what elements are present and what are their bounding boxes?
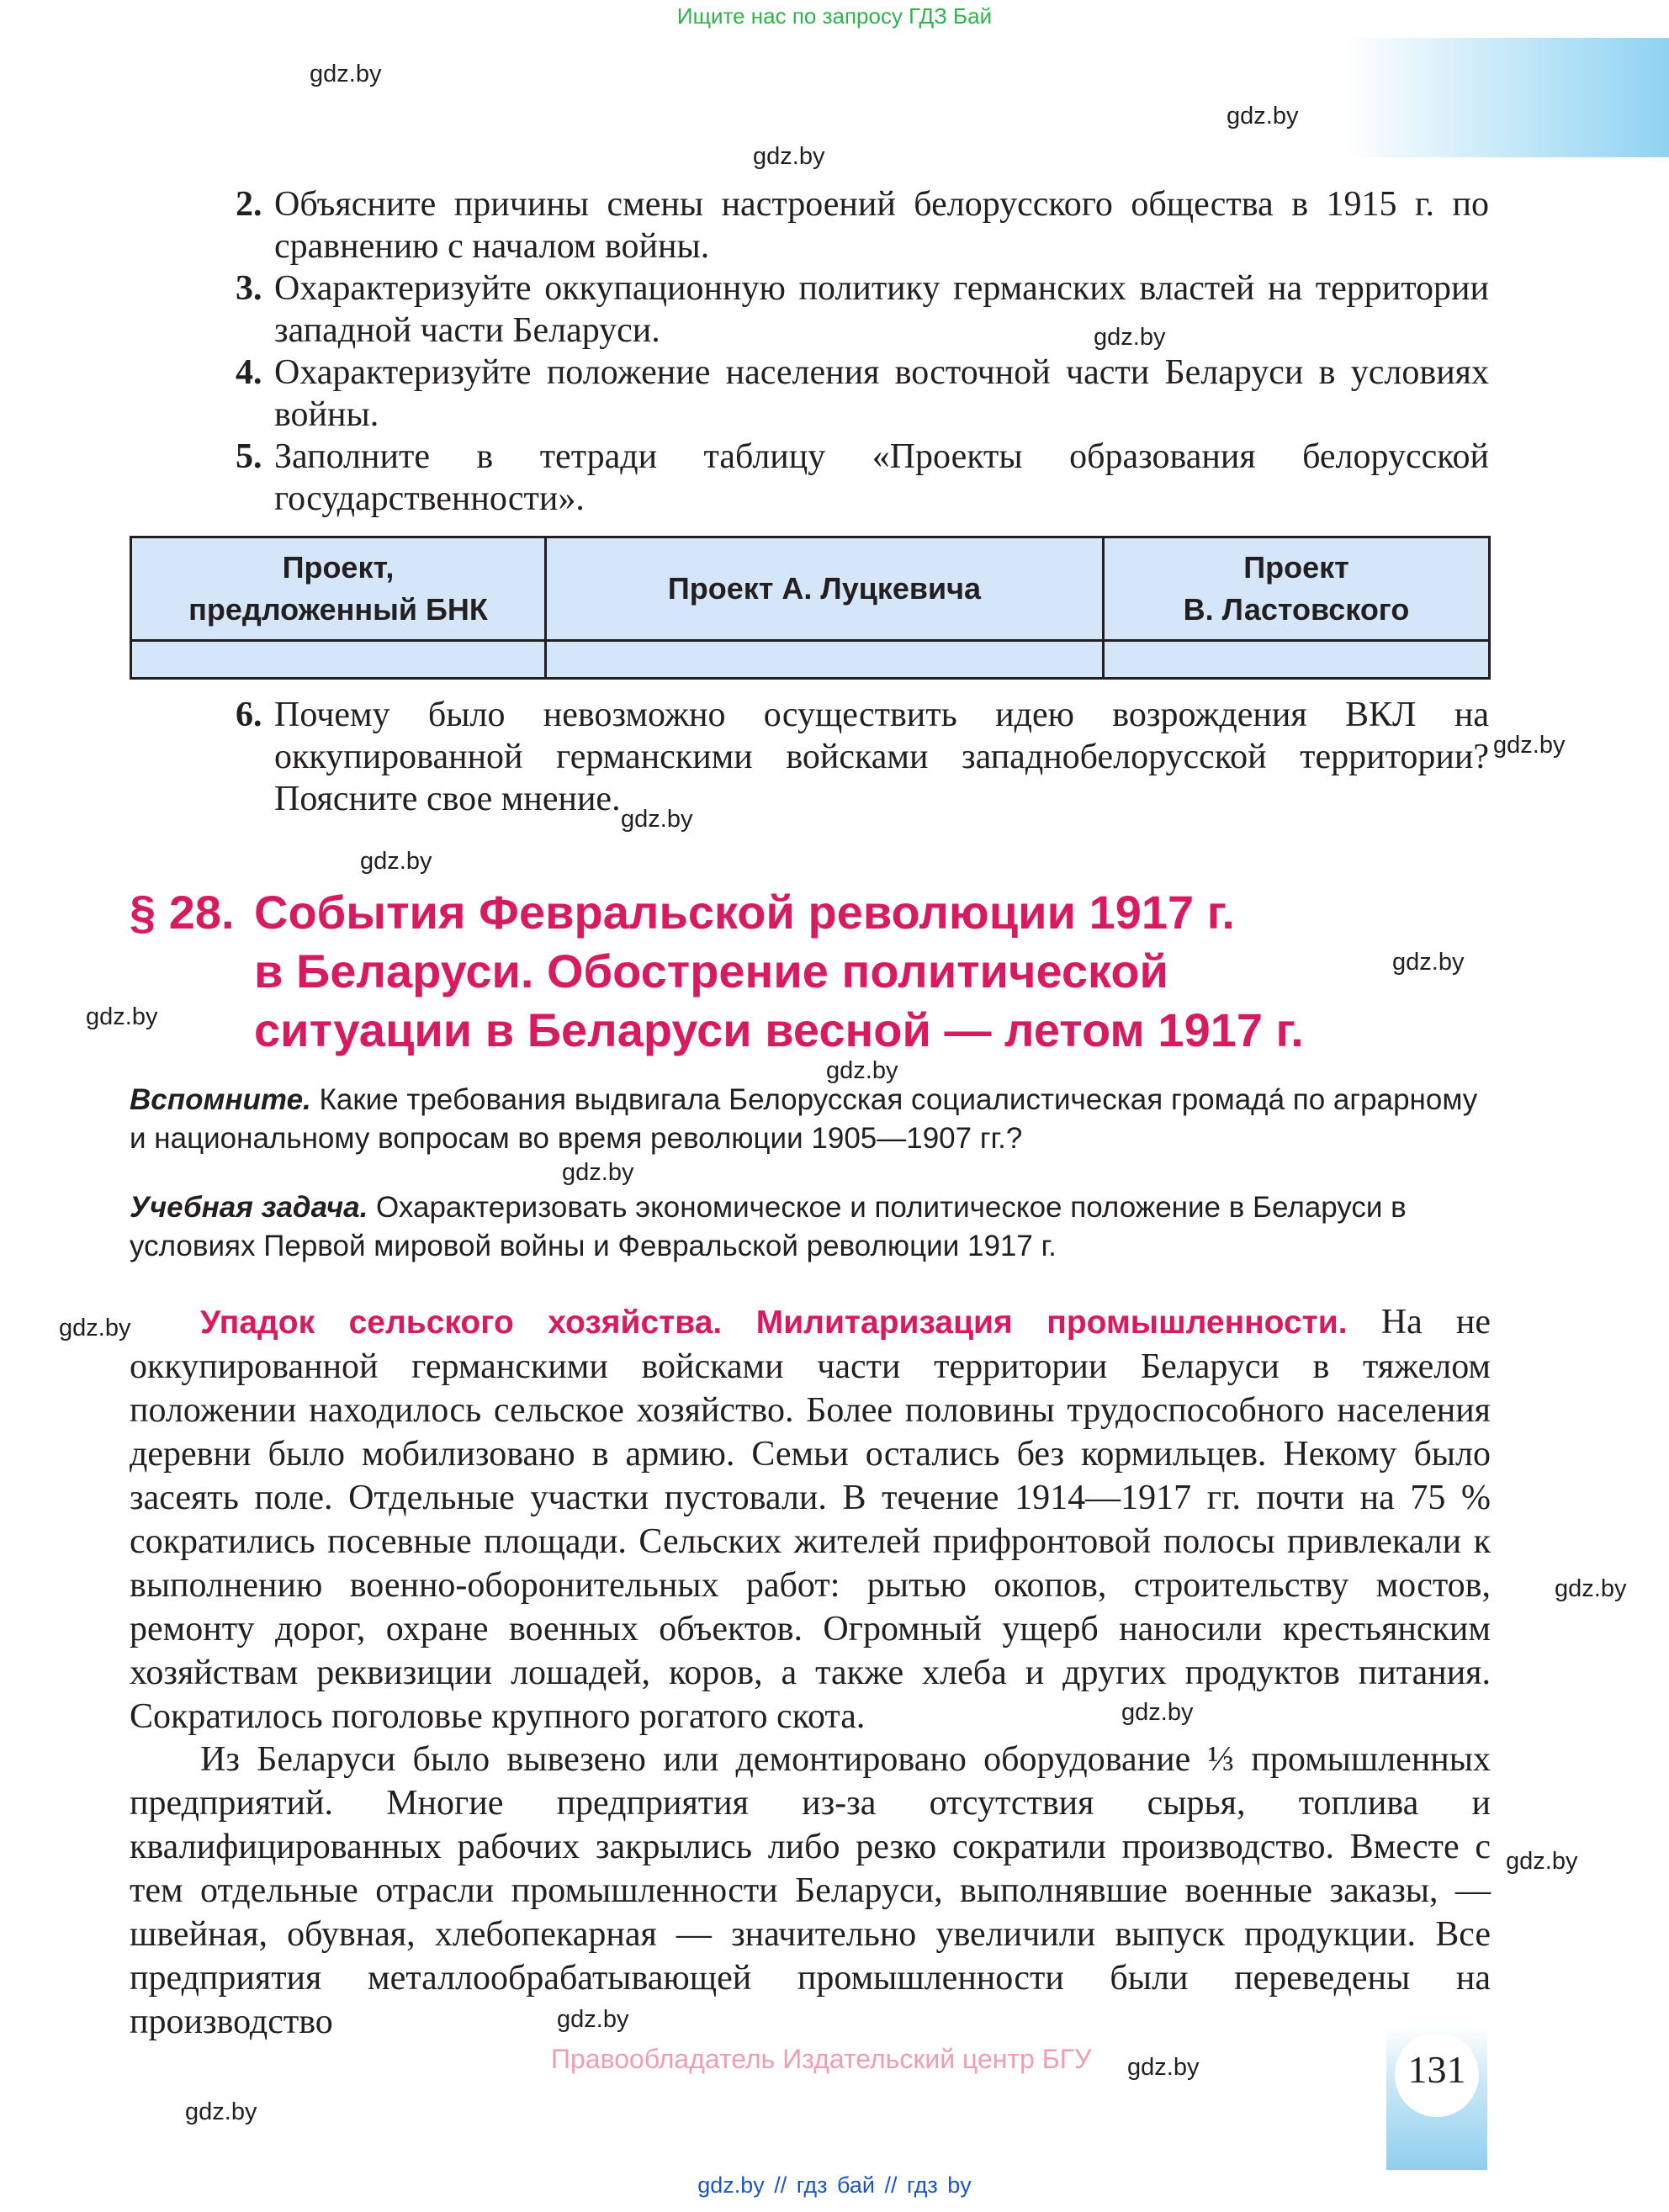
watermark: gdz.by (86, 1003, 158, 1030)
watermark: gdz.by (310, 61, 382, 87)
question-item (236, 352, 1489, 436)
section-title-line: в Беларуси. Обострение политической (254, 945, 1168, 998)
watermark: gdz.by (753, 143, 825, 170)
watermark: gdz.by (1506, 1848, 1578, 1875)
top-banner: Ищите нас по запросу ГДЗ Бай (676, 3, 993, 29)
body-paragraph (130, 1738, 1491, 2044)
recall-text: Какие требования выдвигала Белорусская социалистическая громада́ по аграрному и национальному вопросам во время революции 1905—1907 гг.? (130, 1083, 1478, 1155)
watermark: gdz.by (1493, 732, 1566, 759)
table-row (131, 641, 1490, 679)
section-title (130, 883, 1518, 1060)
question-text: Охарактеризуйте положение населения восточной части Беларуси в условиях войны. (274, 353, 1489, 434)
corner-decoration (1346, 38, 1669, 157)
paragraph-text: Из Беларуси было вывезено или демонтировано оборудование ⅓ промышленных предприятий. Многие предприятия из-за отсутствия сырья, топлива и квалифицированных рабочих закрылись либо резко сократили производство. Вместе с тем отдельные отрасли промышленности Беларуси, выполнявшие военные заказы, — швейная, обувная, хлебопекарная — значительно увеличили выпуск продукции. Все предприятия металлообрабатывающей промышленности были переведены на производство (130, 1740, 1491, 2041)
watermark: gdz.by (826, 1057, 898, 1084)
table-header-bnk: Проект, предложенный БНК (131, 537, 546, 641)
table-header-row (131, 537, 1490, 641)
question-item (236, 694, 1489, 820)
watermark: gdz.by (562, 1159, 634, 1186)
watermark: gdz.by (1094, 324, 1166, 351)
recall-label: Вспомните. (130, 1083, 311, 1116)
section-number: § 28. (130, 886, 235, 939)
task-label: Учебная задача. (130, 1191, 368, 1224)
watermark: gdz.by (1392, 949, 1465, 976)
question-item (236, 183, 1489, 267)
recall-box (130, 1081, 1492, 1158)
body-paragraph (130, 1300, 1491, 1738)
watermark: gdz.by (360, 848, 432, 875)
question-text: Объясните причины смены настроений белорусского общества в 1915 г. по сравнению с началом войны. (274, 185, 1489, 266)
table-header-lastovsky: Проект В. Ластовского (1104, 537, 1490, 641)
watermark: gdz.by (59, 1315, 131, 1341)
learning-task-box (130, 1188, 1492, 1266)
watermark: gdz.by (1121, 1699, 1194, 1726)
projects-table (130, 536, 1491, 680)
watermark: gdz.by (1127, 2054, 1200, 2081)
bottom-links[interactable]: gdz.by // гдз бай // гдз by (697, 2172, 972, 2198)
table-cell (546, 641, 1104, 679)
section-title-line: ситуации в Беларуси весной — летом 1917 г. (254, 1003, 1304, 1056)
subheading: Упадок сельского хозяйства. Милитаризация промышленности. (200, 1304, 1348, 1341)
question-number: 4. (236, 353, 262, 392)
question-number: 2. (236, 185, 262, 224)
question-text: Охарактеризуйте оккупационную политику германских властей на территории западной части Беларуси. (274, 269, 1489, 350)
question-number: 3. (236, 269, 262, 308)
question-item (236, 267, 1489, 352)
table-header-lutskevich: Проект А. Луцкевича (546, 537, 1104, 641)
question-number: 6. (236, 696, 262, 734)
table-cell (1104, 641, 1490, 679)
watermark: gdz.by (557, 2006, 629, 2033)
section-title-line: События Февральской революции 1917 г. (254, 886, 1235, 939)
question-text: Почему было невозможно осуществить идею возрождения ВКЛ на оккупированной германскими войсками западнобелорусской территории? Поясните свое мнение. (274, 696, 1489, 818)
question-item (236, 436, 1489, 520)
watermark: gdz.by (621, 806, 693, 833)
page-number: 131 (1407, 2048, 1466, 2091)
watermark: gdz.by (1555, 1575, 1627, 1602)
task-text: Охарактеризовать экономическое и политическое положение в Беларуси в условиях Первой мировой войны и Февральской революции 1917 г. (130, 1191, 1407, 1262)
watermark: gdz.by (185, 2098, 257, 2125)
watermark: gdz.by (1227, 103, 1299, 130)
table-cell (131, 641, 546, 679)
paragraph-text: На не оккупированной германскими войсками части территории Беларуси в тяжелом положении находилось сельское хозяйство. Более половины трудоспособного населения деревни было мобилизовано в армию. Семьи остались без кормильцев. Некому было засеять поле. Отдельные участки пустовали. В течение 1914—1917 гг. почти на 75 % сократились посевные площади. Сельских жителей прифронтовой полосы привлекали к выполнению военно-оборонительных работ: рытью окопов, строительству мостов, ремонту дорог, охране военных объектов. Огромный ущерб наносили крестьянским хозяйствам реквизиции лошадей, коров, а также хлеба и других продуктов питания. Сократилось поголовье крупного рогатого скота. (130, 1303, 1491, 1736)
question-text: Заполните в тетради таблицу «Проекты образования белорусской государственности». (274, 437, 1489, 518)
question-number: 5. (236, 437, 262, 476)
copyright-owner: Правообладатель Издательский центр БГУ (551, 2044, 1092, 2074)
